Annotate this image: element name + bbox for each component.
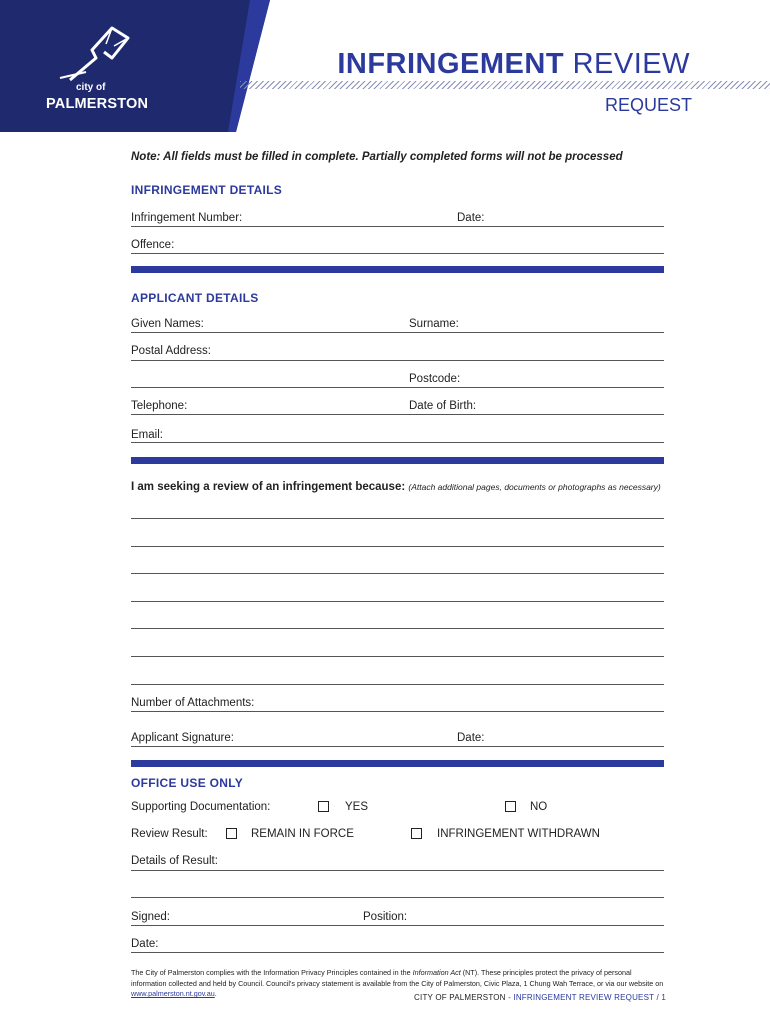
- no-checkbox[interactable]: [505, 801, 516, 812]
- applicant-details-heading: APPLICANT DETAILS: [131, 291, 259, 305]
- office-date-field[interactable]: [131, 952, 664, 953]
- review-reason-label: [131, 481, 661, 493]
- website-link[interactable]: www.palmerston.nt.gov.au: [131, 989, 215, 998]
- date-of-birth-label: Date of Birth:: [409, 400, 477, 412]
- footer-org: CITY OF PALMERSTON: [414, 993, 506, 1002]
- reason-line[interactable]: [131, 518, 664, 519]
- page-subtitle: REQUEST: [604, 95, 692, 115]
- form-note: Note: All fields must be filled in complete. Partially completed forms will not be processed: [131, 151, 623, 163]
- infringement-date-label: Date:: [457, 212, 485, 224]
- office-date-label: Date:: [131, 938, 159, 950]
- office-use-heading: OFFICE USE ONLY: [131, 776, 244, 790]
- title-bold: INFRINGEMENT: [337, 48, 565, 80]
- postcode-label: Postcode:: [409, 373, 461, 385]
- privacy-text-2: (NT). These principles protect the privacy of personal information collected and held by Council. Council's privacy statement is available from the City of Palmerston, Civic Plaza, 1 Chung Wah Terrace, or via our website on: [131, 968, 664, 988]
- yes-label: YES: [345, 801, 369, 813]
- signed-field[interactable]: [131, 925, 664, 926]
- infringement-withdrawn-checkbox[interactable]: [411, 828, 422, 839]
- email-field[interactable]: [131, 442, 664, 443]
- surname-label: Surname:: [409, 318, 459, 330]
- signed-label: Signed:: [131, 911, 171, 923]
- offence-field[interactable]: [131, 253, 664, 254]
- offence-label: Offence:: [131, 239, 175, 251]
- postal-address-field[interactable]: [131, 360, 664, 361]
- position-label: Position:: [363, 911, 408, 923]
- reason-line[interactable]: [131, 601, 664, 602]
- postal-address-label: Postal Address:: [131, 345, 211, 357]
- page-title: [0, 44, 690, 84]
- review-reason-hint: (Attach additional pages, documents or photographs as necessary): [408, 482, 661, 492]
- details-of-result-field[interactable]: [131, 870, 664, 871]
- details-of-result-label: Details of Result:: [131, 855, 218, 867]
- supporting-documentation-label: Supporting Documentation:: [131, 801, 271, 813]
- signature-date-label: Date:: [457, 732, 485, 744]
- page-footer: [0, 993, 666, 1002]
- reason-line[interactable]: [131, 546, 664, 547]
- no-label: NO: [530, 801, 548, 813]
- logo-small-text: city of: [76, 82, 106, 93]
- reason-line[interactable]: [131, 684, 664, 685]
- details-of-result-field[interactable]: [131, 897, 664, 898]
- reason-line[interactable]: [131, 656, 664, 657]
- privacy-act-name: Information Act: [412, 968, 461, 977]
- given-names-label: Given Names:: [131, 318, 204, 330]
- telephone-label: Telephone:: [131, 400, 188, 412]
- remain-in-force-label: REMAIN IN FORCE: [251, 828, 354, 840]
- remain-in-force-checkbox[interactable]: [226, 828, 237, 839]
- title-light: REVIEW: [572, 48, 690, 80]
- postcode-field[interactable]: [131, 387, 664, 388]
- privacy-text-1: The City of Palmerston complies with the Information Privacy Principles contained in the: [131, 968, 411, 977]
- reason-line[interactable]: [131, 573, 664, 574]
- email-label: Email:: [131, 429, 163, 441]
- title-hatch-divider: [240, 81, 770, 89]
- review-reason-text: I am seeking a review of an infringement because:: [131, 481, 406, 493]
- applicant-signature-label: Applicant Signature:: [131, 732, 234, 744]
- privacy-statement: The City of Palmerston complies with the Information Privacy Principles contained in the Information Act (NT). These principles protect the privacy of personal information collected and held by Council. Council's privacy statement is available from the City of Palmerston, Civic Plaza, 1 Chung Wah Terrace, or via our website on www.palmerston.nt.gov.au.: [131, 968, 664, 998]
- attachments-label: Number of Attachments:: [131, 697, 255, 709]
- infringement-withdrawn-label: INFRINGEMENT WITHDRAWN: [437, 828, 600, 840]
- yes-checkbox[interactable]: [318, 801, 329, 812]
- section-divider: [131, 457, 664, 464]
- footer-doc-title: - INFRINGEMENT REVIEW REQUEST / 1: [508, 993, 666, 1002]
- infringement-number-label: Infringement Number:: [131, 212, 243, 224]
- infringement-number-field[interactable]: [131, 226, 664, 227]
- telephone-field[interactable]: [131, 414, 664, 415]
- reason-line[interactable]: [131, 628, 664, 629]
- infringement-details-heading: INFRINGEMENT DETAILS: [131, 183, 283, 197]
- applicant-signature-field[interactable]: [131, 746, 664, 747]
- review-result-label: Review Result:: [131, 828, 208, 840]
- logo-big-text: PALMERSTON: [46, 96, 149, 112]
- attachments-field[interactable]: [131, 711, 664, 712]
- given-names-field[interactable]: [131, 332, 664, 333]
- section-divider: [131, 266, 664, 273]
- section-divider: [131, 760, 664, 767]
